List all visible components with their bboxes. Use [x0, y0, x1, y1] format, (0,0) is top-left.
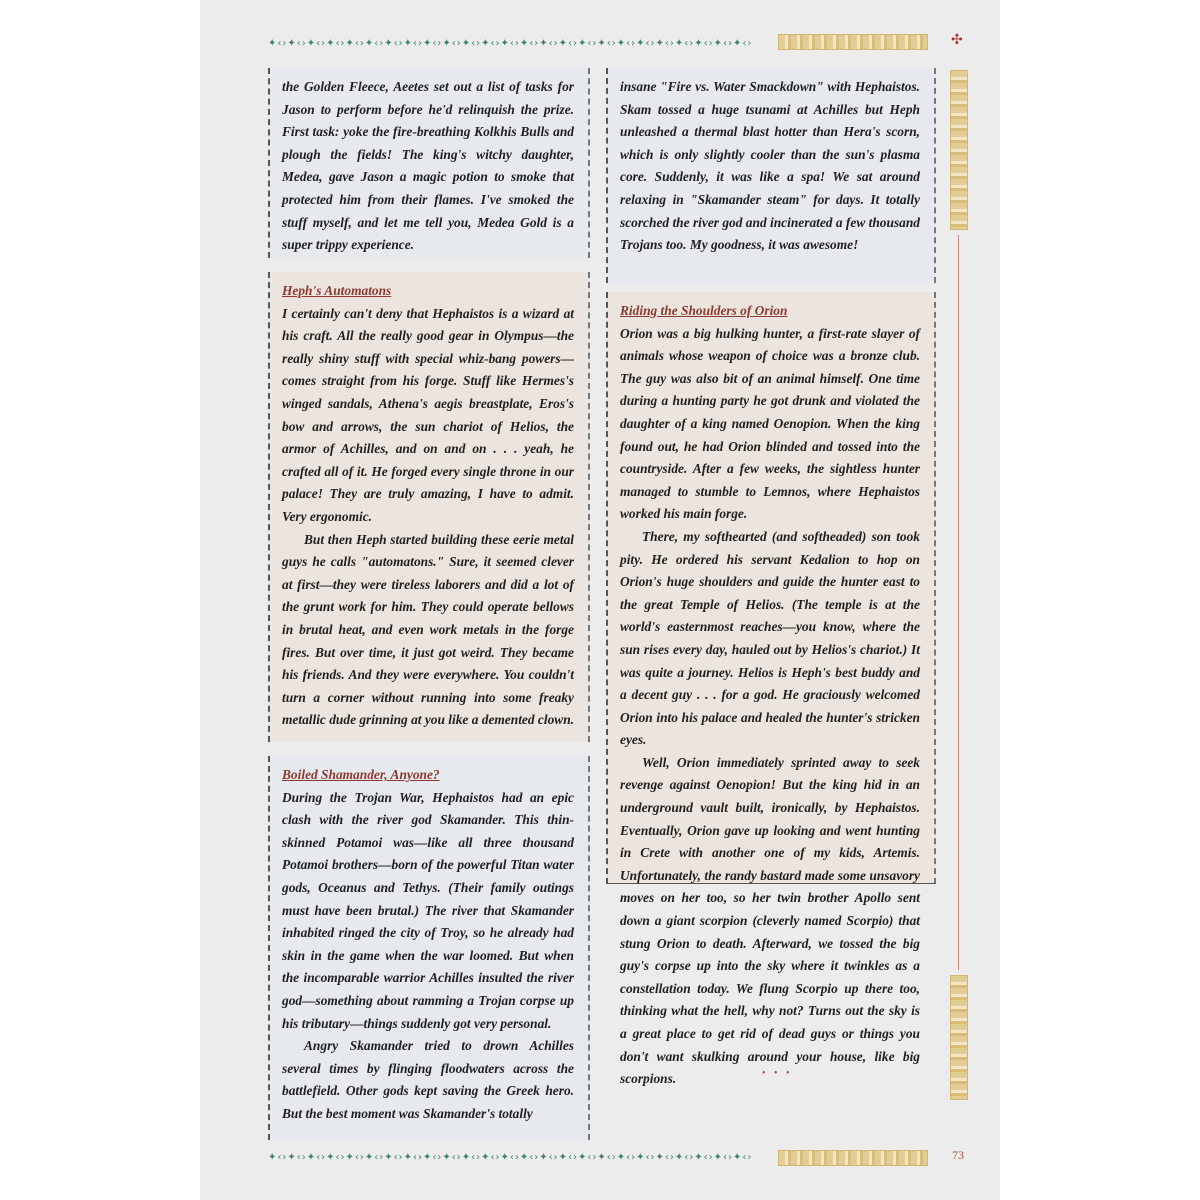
paragraph: Angry Skamander tried to drown Achilles several times by flinging floodwaters across the battlefield. Other gods kept saving the Greek hero. But the best moment was Skamander's totally: [282, 1038, 574, 1121]
paragraph: insane "Fire vs. Water Smackdown" with Hephaistos. Skam tossed a huge tsunami at Achilles but Heph unleashed a thermal blast hotter than Hera's scorn, which is only slightly cooler than the sun's plasma core. Suddenly, it was like a spa! We sat around relaxing in "Skamander steam" for days. It totally scorched the river god and incinerated a few thousand Trojans too. My goodness, it was awesome!: [620, 79, 920, 253]
side-gold-band-top: [950, 70, 968, 230]
section-heading: Boiled Shamander, Anyone?: [282, 767, 440, 782]
bottom-border-ornament: ✦‹›✦‹›✦‹›✦‹›✦‹›✦‹›✦‹›✦‹›✦‹›✦‹›✦‹›✦‹›✦‹›✦‹›✦‹›✦‹›✦‹›✦‹›✦‹›✦‹›✦‹›✦‹›✦‹›✦‹›✦‹›: [268, 1152, 753, 1162]
paragraph: But then Heph started building these eerie metal guys he calls "automatons." Sure, it seemed clever at first—they were tireless laborers and did a lot of the grunt work for him. They could operate bellows in brutal heat, and even work metals in the forge fires. But over time, it just got weird. They became his friends. And they were everywhere. You couldn't turn a corner without running into some freaky metallic dude grinning at you like a demented clown.: [282, 531, 574, 728]
paragraph: Orion was a big hulking hunter, a first-rate slayer of animals whose weapon of choice was a bronze club. The guy was also bit of an animal himself. One time during a hunting party he got drunk and violated the daughter of a king named Oenopion. When the king found out, he had Orion blinded and tossed into the countryside. After a few weeks, the sightless hunter managed to stumble to Lemnos, where Hephaistos worked his main forge.: [620, 325, 920, 522]
side-rule: [958, 235, 959, 970]
paragraph: the Golden Fleece, Aeetes set out a list of tasks for Jason to perform before he'd relinquish the prize. First task: yoke the fire-breathing Kolkhis Bulls and plough the fields! The king's witchy daughter, Medea, gave Jason a magic potion to smoke that protected him from their flames. I've smoked the stuff myself, and let me tell you, Medea Gold is a super trippy experience.: [282, 79, 574, 253]
section-heading: Heph's Automatons: [282, 283, 392, 298]
top-gold-band: [778, 34, 928, 50]
section-hephs-automatons: [268, 272, 590, 742]
paragraph: Well, Orion immediately sprinted away to seek revenge against Oenopion! But the king hid in an underground vault built, ironically, by Hephaistos. Eventually, Orion gave up looking and went hunting in Crete with another one of my kids, Artemis. Unfortunately, the randy bastard made some unsavory moves on her too, so her twin brother Apollo sent down a giant scorpion (cleverly named Scorpio) that stung Orion to death. Afterward, we tossed the big guy's corpse up into the sky where it twinkles as a constellation today. We flung Scorpio up there too, thinking what the hell, why not? Turns out the sky is a great place to get rid of dead guys or things you don't want skulking around your house, like big scorpions.: [620, 754, 920, 1087]
section-end-ornament: • • •: [762, 1068, 793, 1079]
paragraph: I certainly can't deny that Hephaistos is a wizard at his craft. All the really good gear in Olympus—the really shiny stuff with special whiz-bang powers—comes straight from his forge. Stuff like Hermes's winged sandals, Athena's aegis breastplate, Eros's bow and arrows, the sun chariot of Helios, the armor of Achilles, and on and on . . . yeah, he crafted all of it. He forged every single throne in our palace! They are truly amazing, I have to admit. Very ergonomic.: [282, 305, 574, 524]
section-riding-orion: [606, 292, 936, 1087]
side-gold-band-bottom: [950, 975, 968, 1100]
page-number: 73: [952, 1148, 964, 1162]
top-border-ornament: ✦‹›✦‹›✦‹›✦‹›✦‹›✦‹›✦‹›✦‹›✦‹›✦‹›✦‹›✦‹›✦‹›✦‹›✦‹›✦‹›✦‹›✦‹›✦‹›✦‹›✦‹›✦‹›✦‹›✦‹›✦‹›: [268, 38, 753, 48]
paragraph: There, my softhearted (and softheaded) son took pity. He ordered his servant Kedalion to hop on Orion's huge shoulders and guide the hunter east to the great Temple of Helios. (The temple is at the world's easternmost reaches—you know, where the sun rises every day, hauled out by Helios's chariot.) It was quite a journey. Helios is Heph's best buddy and a decent guy . . . for a god. He graciously welcomed Orion into his palace and healed the hunter's stricken eyes.: [620, 528, 920, 748]
section-heading: Riding the Shoulders of Orion: [620, 303, 788, 318]
flourish-icon: ✣: [951, 33, 963, 48]
bottom-gold-band: [778, 1150, 928, 1166]
right-intro-box: [606, 68, 936, 283]
paragraph: During the Trojan War, Hephaistos had an epic clash with the river god Skamander. This thin-skinned Potamoi was—like all three thousand Potamoi brothers—born of the powerful Titan water gods, Oceanus and Tethys. (Their family outings must have been brutal.) The river that Skamander inhabited ringed the city of Troy, so he already had skin in the game when the war loomed. But when the incomparable warrior Achilles insulted the river god—something about ramming a Trojan corpse up his tributary—things suddenly got very personal.: [282, 789, 574, 1031]
section-boiled-shamander: [268, 756, 590, 1140]
left-intro-box: [268, 68, 590, 258]
